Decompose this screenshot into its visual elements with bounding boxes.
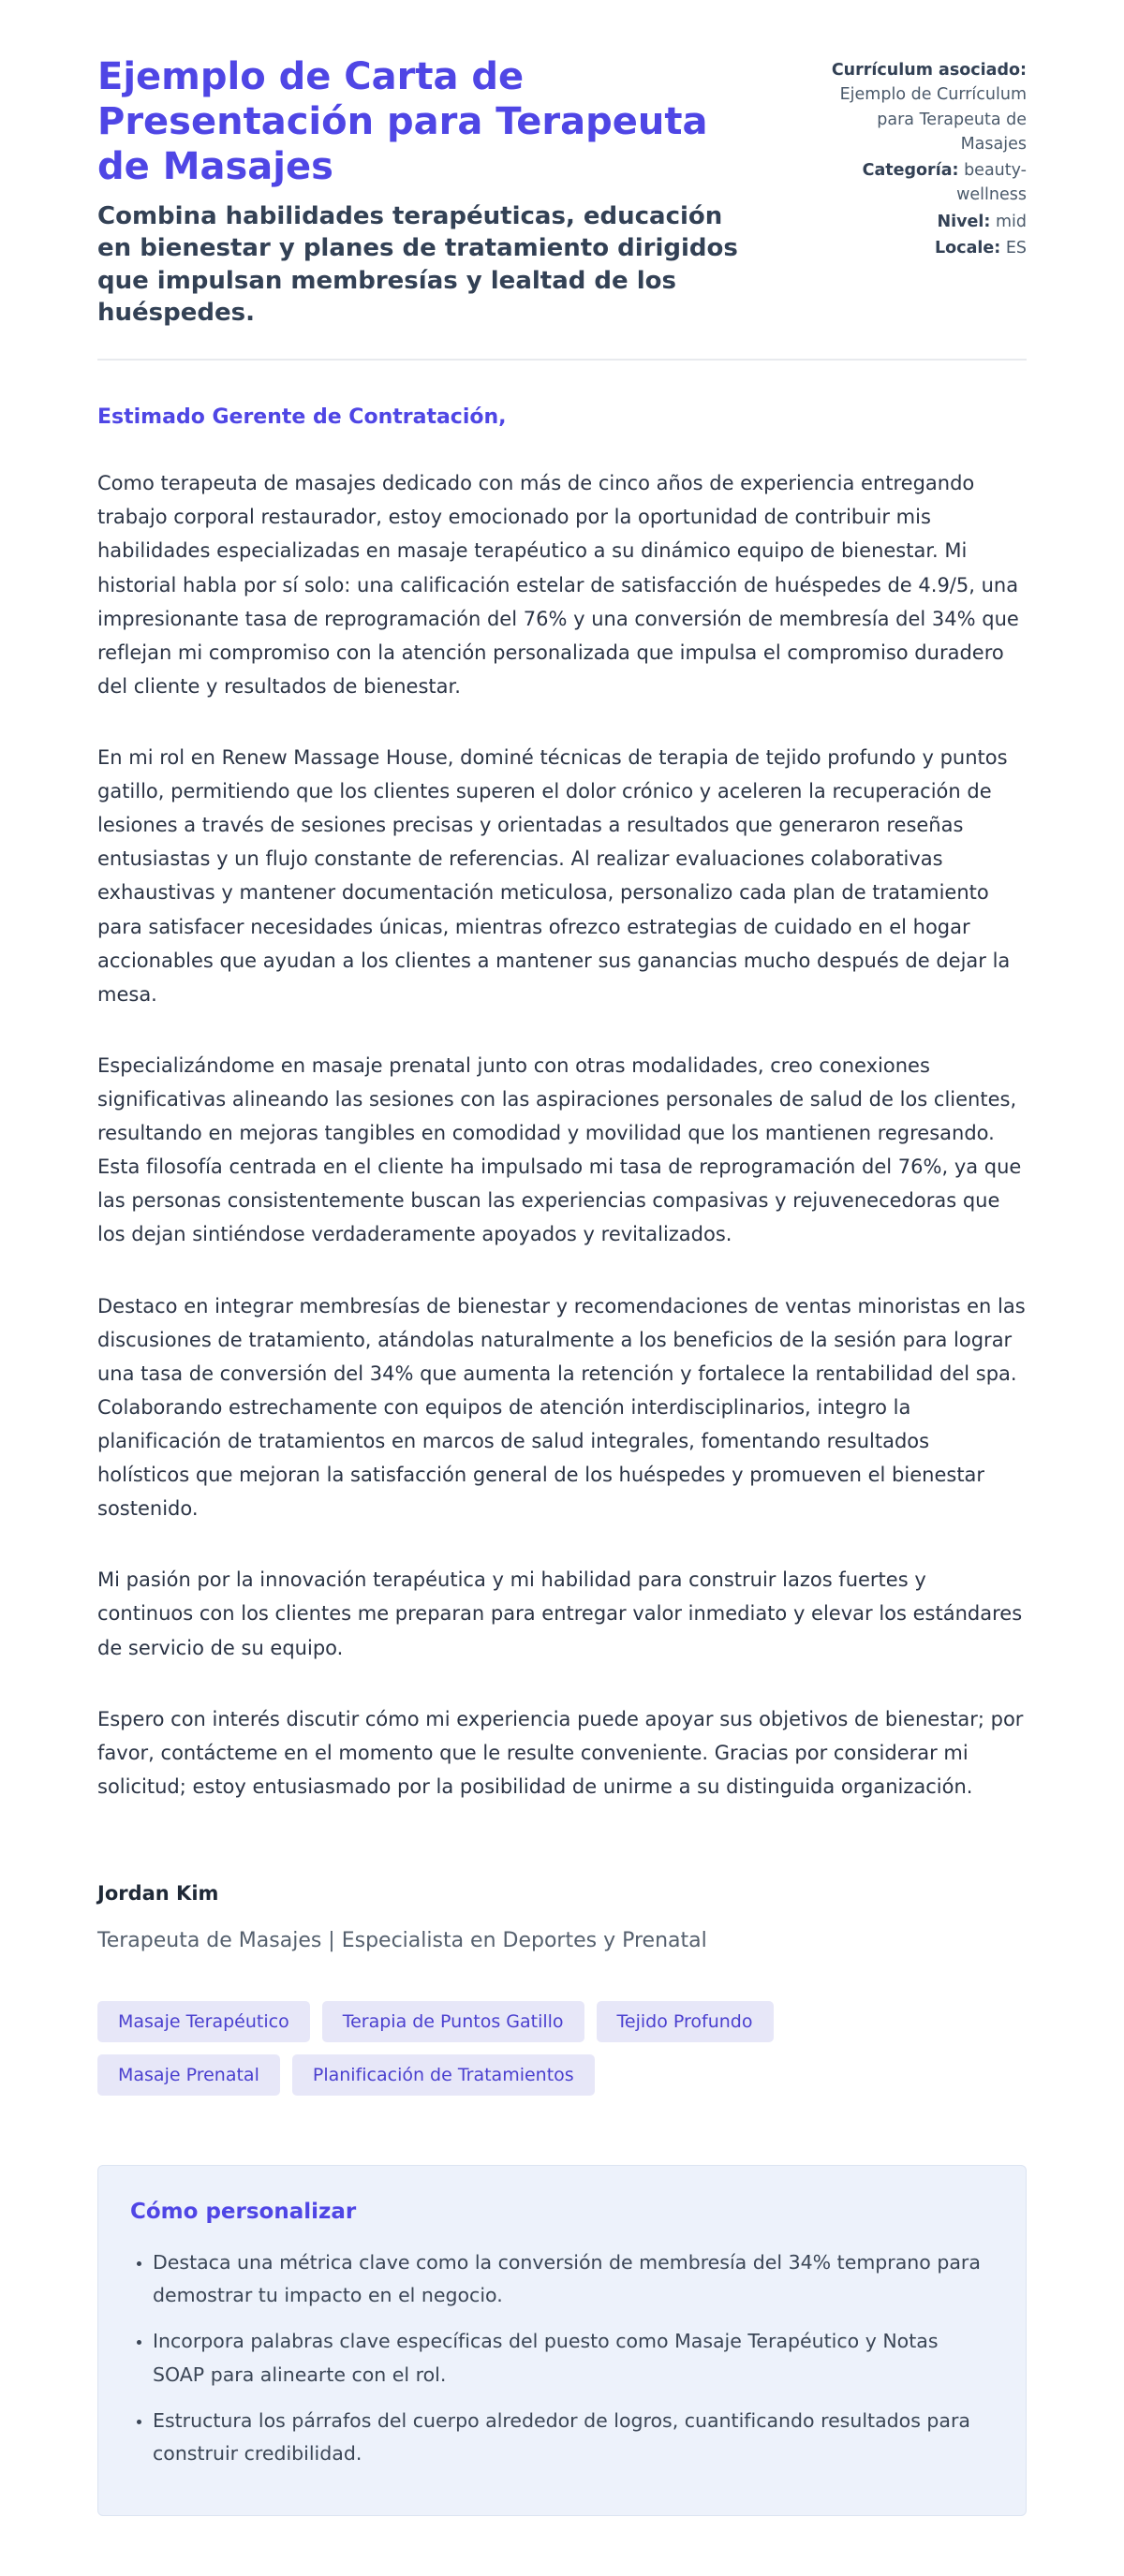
customize-tip-list — [130, 2246, 994, 2471]
skill-tag-masaje-prenatal: Masaje Prenatal — [97, 2054, 280, 2096]
meta-item-locale — [813, 236, 1027, 260]
skill-tag-tejido-profundo: Tejido Profundo — [597, 2001, 774, 2042]
skill-tag-list — [97, 2001, 903, 2096]
meta-value: ES — [1005, 238, 1027, 258]
letter-paragraph: Especializándome en masaje prenatal junto con otras modalidades, creo conexiones significativas alineando las sesiones con las aspiraciones personales de salud de los clientes, resultando en mejoras tangibles en comodidad y movilidad que los mantienen regresando. Esta filosofía centrada en el cliente ha impulsado mi tasa de reprogramación del 76%, ya que las personas consistentemente buscan las experiencias compasivas y rejuvenecedoras que los dejan sintiéndose verdaderamente apoyados y revitalizados. — [97, 1053, 1022, 1246]
cover-letter-body — [97, 405, 1027, 1952]
skill-tag-planificacion-tratamientos: Planificación de Tratamientos — [292, 2054, 595, 2096]
customize-tips-box — [97, 2165, 1027, 2517]
skill-tag-masaje-terapeutico: Masaje Terapéutico — [97, 2001, 310, 2042]
signature-role: Terapeuta de Masajes | Especialista en Deportes y Prenatal — [97, 1928, 707, 1952]
header-main — [97, 54, 772, 329]
customize-title: Cómo personalizar — [130, 2199, 357, 2224]
letter-paragraph: En mi rol en Renew Massage House, dominé técnicas de terapia de tejido profundo y puntos gatillo, permitiendo que los clientes superen el dolor crónico y aceleren la recuperación de lesiones a través de sesiones precisas y orientadas a resultados que generaron reseñas entusiastas y un flujo constante de referencias. Al realizar evaluaciones colaborativas exhaustivas y mantener documentación meticulosa, personalizo cada plan de tratamiento para satisfacer necesidades únicas, mientras ofrezco estrategias de cuidado en el hogar accionables que ayudan a los clientes a mantener sus ganancias mucho después de dejar la mesa. — [97, 746, 1011, 1006]
header-divider — [97, 359, 1027, 361]
customize-tip: • Incorpora palabras clave específicas del puesto como Masaje Terapéutico y Notas SOAP para alinearte con el rol. — [153, 2325, 994, 2392]
letter-paragraph: Mi pasión por la innovación terapéutica y mi habilidad para construir lazos fuertes y continuos con los clientes me preparan para entregar valor inmediato y elevar los estándares de servicio de su equipo. — [97, 1568, 1023, 1659]
meta-value: mid — [995, 212, 1027, 231]
letter-greeting: Estimado Gerente de Contratación, — [97, 405, 507, 430]
customize-tip: • Estructura los párrafos del cuerpo alrededor de logros, cuantificando resultados para construir credibilidad. — [153, 2405, 994, 2471]
page-subtitle: Combina habilidades terapéuticas, educación en bienestar y planes de tratamiento dirigidos que impulsan membresías y lealtad de los huéspedes. — [97, 202, 738, 327]
page-title: Ejemplo de Carta de Presentación para Terapeuta de Masajes — [97, 55, 708, 188]
meta-label: Locale: — [935, 238, 1001, 258]
letter-paragraph: Como terapeuta de masajes dedicado con más de cinco años de experiencia entregando trabajo corporal restaurador, estoy emocionado por la oportunidad de contribuir mis habilidades especializadas en masaje terapéutico a su dinámico equipo de bienestar. Mi historial habla por sí solo: una calificación estelar de satisfacción de huéspedes de 4.9/5, una impresionante tasa de reprogramación del 76% y una conversión de membresía del 34% que reflejan mi compromiso con la atención personalizada que impulsa el compromiso duradero del cliente y resultados de bienestar. — [97, 472, 1019, 698]
meta-label: Nivel: — [937, 212, 991, 231]
meta-value: beauty-wellness — [956, 161, 1027, 205]
skill-tag-terapia-puntos-gatillo: Terapia de Puntos Gatillo — [322, 2001, 584, 2042]
customize-tip: • Destaca una métrica clave como la conversión de membresía del 34% temprano para demostrar tu impacto en el negocio. — [153, 2246, 994, 2313]
letter-paragraph: Destaco en integrar membresías de bienestar y recomendaciones de ventas minoristas en las discusiones de tratamiento, atándolas naturalmente a los beneficios de la sesión para lograr una tasa de conversión del 34% que aumenta la retención y fortalece la rentabilidad del spa. Colaborando estrechamente con equipos de atención interdisciplinarios, integro la planificación de tratamientos en marcos de salud integrales, fomentando resultados holísticos que mejoran la satisfacción general de los huéspedes y promueven el bienestar sostenido. — [97, 1294, 1026, 1521]
meta-item-categoria — [813, 158, 1027, 208]
meta-label: Categoría: — [862, 161, 959, 180]
meta-label: Currículum asociado: — [831, 61, 1027, 80]
meta-panel — [813, 54, 1027, 262]
signature-name: Jordan Kim — [97, 1881, 219, 1905]
page — [97, 0, 1027, 2576]
meta-value: Ejemplo de Currículum para Terapeuta de Masajes — [839, 85, 1027, 154]
meta-item-curriculum — [813, 58, 1027, 156]
letter-paragraph: Espero con interés discutir cómo mi experiencia puede apoyar sus objetivos de bienestar; por favor, contácteme en el momento que le resulte conveniente. Gracias por considerar mi solicitud; estoy entusiasmado por la posibilidad de unirme a su distinguida organización. — [97, 1707, 1024, 1798]
meta-item-nivel — [813, 210, 1027, 234]
header — [97, 54, 1027, 329]
